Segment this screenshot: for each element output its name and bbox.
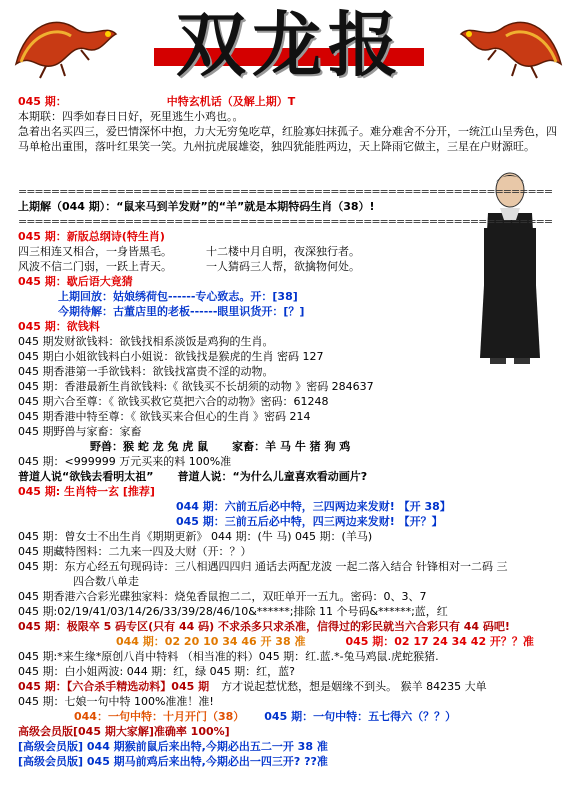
divider: ================================================================= [18,185,553,198]
poem-line: 风波不信二门弱，一跃上青天。 [18,260,172,273]
page-title: 双龙报 [176,3,404,86]
vip-line: [高级会员版] 044 期猴前鼠后来出特,今期必出五二一开 38 准 [18,740,328,753]
poem-line: 四三相连又相合，一身皆黑毛。 [18,245,172,258]
vip-heading: 高级会员版[045 期大家解]准确率 100%] [18,725,230,738]
text-line: 045 期：东方心经五句现码诗：三八相遇四四归 通话去两配龙波 一起二落入结合 针锋相对一二码 三 [18,560,508,573]
dragon-icon [451,4,571,84]
text-line: 045 期：曾女士不出生肖《期期更新》 044 期：(牛 马) 045 期：(羊马) [18,530,373,543]
wild-animals: 野兽：猴 蛇 龙 兔 虎 鼠 [90,440,209,453]
text-line: 045 期香港中特至尊：《 欲钱买来合但心的生肖 》密码 214 [18,410,311,423]
text-line: 普道人说：“为什么儿童喜欢看动画片? [177,470,368,483]
divider: ================================================================= [18,215,553,228]
text-line: 045 期香港第一手欲钱料：欲钱找富贵不淫的动物。 [18,365,274,378]
text-line: 044 期：六前五后必中特，三四两边来发财! 【开 38】 [176,500,451,513]
text-line: 今期待解：古董店里的老板------眼里识货开：[？] [58,305,305,318]
section-heading: 045 期：歇后语大竟猜 [18,275,133,288]
vip-line: [高级会员版] 045 期马前鸡后来出特,今期必出一四三开? ??准 [18,755,328,768]
text-line: 045 期香港六合彩光碟独家料：烧兔香鼠抱二二，双旺单开一五九。密码：0、3、7 [18,590,427,603]
domestic-animals: 家畜：羊 马 牛 猪 狗 鸡 [232,440,351,453]
issue-label: 045 期： [18,95,67,108]
text-line: 045 期：【六合杀手精选动料】045 期 [18,680,210,693]
text-line: 045 期发财欲钱料：欲钱找相系淡饭是鸡狗的生肖。 [18,335,274,348]
numbers-045: 045 期：02 17 24 34 42 开？？准 [345,635,534,648]
text-line: 四合数八单走 [73,575,139,588]
text-line: 普道人说“欲钱去看明太祖” [18,470,154,483]
header [0,0,577,92]
text-line: 045 期：白小姐两波: 044 期：红，绿 045 期：红，蓝? [18,665,296,678]
text-line: 045 期:*来生缘*原创八肖中特料 （相当准的料）045 期：红.蓝.*-兔马鸡鼠.虎蛇猴猪. [18,650,439,663]
section-heading: 045 期：欲钱料 [18,320,100,333]
text-line: 045 期：七娘一句中特 100%准准！准! [18,695,214,708]
paragraph: 急着出名买四三，爱巴情深怀中抱，力大无穷兔吃草，红脸寡妇抹孤子。难分难舍不分开，一统江山呈秀色，四马单枪出重围，落叶红果笑一笑。九州抗虎展雄姿，独四犹能胜两边，天上降雨它做主，三星在户财源旺。 [18,125,557,153]
text-line: 045 期：一句中特：五七得六（？？） [264,710,457,723]
section-heading: 045 期: 生肖特一玄 [推荐] [18,485,155,498]
text-line: 045 期六合至尊：《 欲钱买救它莫把六合的动物》密码：61248 [18,395,329,408]
text-line: 上期解（044 期）：“鼠来马到羊发财”的“羊”就是本期特码生肖（38）! [18,200,375,213]
numbers-044: 044 期：02 20 10 34 46 开 38 准 [116,635,306,648]
text-line: 045 期：极限卒 5 码专区(只有 44 码) 不求杀多只求杀准，信得过的彩民就当六合彩只有 44 码吧! [18,620,510,633]
section-heading: 045 期：新版总纲诗(特生肖) [18,230,165,243]
text-line: 上期回放：姑娘绣荷包------专心致志。开：[38] [58,290,298,303]
text-line: 045 期：香港最新生肖欲钱料:《 欲钱买不长胡须的动物 》密码 284637 [18,380,374,393]
main-content [18,94,563,769]
text-line: 本期联：四季如春日日好，死里逃生小鸡也。。 [18,110,244,123]
text-line: 044：一句中特：十月开门（38） [74,710,245,723]
text-line: 045 期野兽与家畜：家畜 [18,425,142,438]
poem-line: 十二楼中月自明，夜深独行者。 [206,245,360,258]
text-line: 045 期：<999999 万元买来的料 100%准 [18,455,232,468]
text-line: 045 期藏特图料：二九来一四及大财（开：？） [18,545,252,558]
text-line: 方才说起惹忧愁，想是姻缘不到头。 猴羊 84235 大单 [221,680,487,693]
poem-line: 一人猜码三人帮，欲擒物何处。 [206,260,360,273]
text-line: 045 期：三前五后必中特，四三两边来发财! 【开？】 [176,515,443,528]
dragon-icon [6,4,126,84]
text-line: 045 期白小姐欲钱料白小姐说：欲钱找是猴虎的生肖 密码 127 [18,350,324,363]
text-line: 045 期:02/19/41/03/14/26/33/39/28/46/10&******;排除 11 个号码&******;蓝，红 [18,605,448,618]
section-heading: 中特玄机话（及解上期）T [166,95,296,108]
